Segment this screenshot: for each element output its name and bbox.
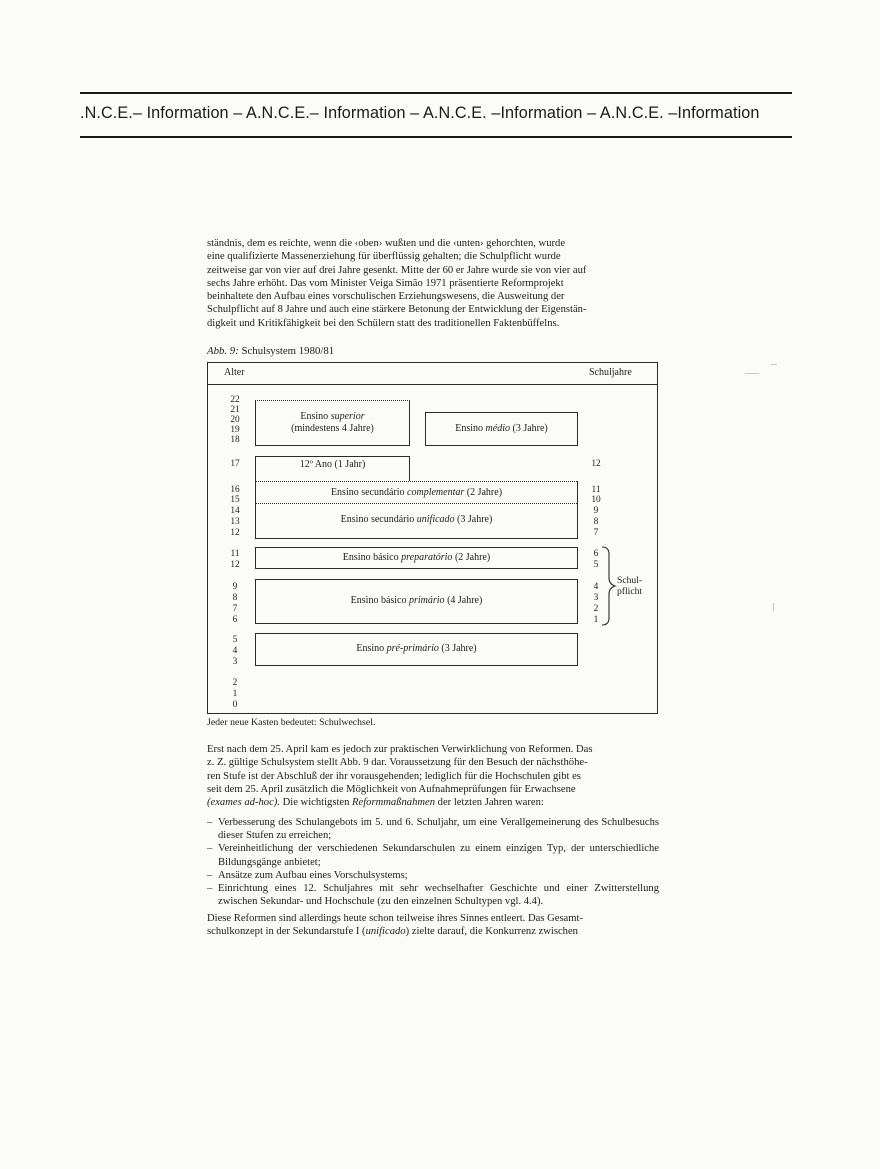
age-label: 2 bbox=[232, 678, 238, 688]
list-item bbox=[207, 882, 659, 908]
age-label: 14 bbox=[230, 506, 240, 516]
age-label: 12 bbox=[230, 528, 240, 538]
label-ensino-unificado bbox=[255, 514, 578, 526]
list-dash: – bbox=[207, 869, 213, 881]
age-label: 20 bbox=[230, 415, 240, 425]
list-item bbox=[207, 816, 659, 842]
label-12-ano: 12º Ano (1 Jahr) bbox=[299, 459, 366, 470]
preparatorio-text-b: preparatório bbox=[401, 552, 453, 563]
age-label: 9 bbox=[232, 582, 238, 592]
paragraph-2-line: z. Z. gültige Schulsystem stellt Abb. 9 dar. Voraussetzung für den Besuch der nächsthöhe- bbox=[207, 757, 588, 769]
complementar-text-b: complementar bbox=[407, 487, 465, 498]
list-item-text: Einrichtung eines 12. Schuljahres mit sehr wechselhafter Geschichte und einer Zwitterstellung zwischen Sekundar- und Hochschule (zu den einzelnen Schultypen vgl. 4.4). bbox=[218, 883, 659, 908]
paragraph-3 bbox=[207, 912, 659, 939]
unificado-text-c: (3 Jahre) bbox=[454, 514, 493, 525]
reform-list bbox=[207, 816, 659, 908]
age-label: 1 bbox=[232, 689, 238, 699]
reformmassnahmen: Reformmaßnahmen bbox=[352, 797, 436, 809]
exames-ad-hoc: (exames ad-hoc). bbox=[207, 797, 280, 809]
age-label: 12 bbox=[230, 560, 240, 570]
label-ensino-preprimario bbox=[255, 643, 578, 655]
figure-footnote: Jeder neue Kasten bedeutet: Schulwechsel. bbox=[207, 717, 376, 728]
primario-text-c: (4 Jahre) bbox=[444, 595, 483, 606]
label-ensino-preparatorio bbox=[255, 552, 578, 564]
school-year-label: 1 bbox=[593, 615, 599, 625]
preparatorio-text-c: (2 Jahre) bbox=[452, 552, 491, 563]
label-ensino-superior bbox=[255, 411, 410, 435]
school-year-label: 6 bbox=[593, 549, 599, 559]
list-dash: – bbox=[207, 843, 213, 855]
primario-text-a: Ensino básico bbox=[350, 595, 409, 606]
medio-text-b: médio bbox=[485, 423, 510, 434]
paragraph-2-line: Erst nach dem 25. April kam es jedoch zur praktischen Verwirklichung von Reformen. Das bbox=[207, 744, 593, 755]
paragraph-2-line: ren Stufe ist der Abschluß der ihr vorausgehenden; lediglich für die Hochschulen gibt es bbox=[207, 770, 581, 782]
preprimario-text-c: (3 Jahre) bbox=[438, 643, 477, 654]
paragraph-3-text: schulkonzept in der Sekundarstufe I ( bbox=[207, 926, 366, 938]
list-item bbox=[207, 842, 659, 868]
complementar-text-c: (2 Jahre) bbox=[464, 487, 503, 498]
scan-speck bbox=[771, 364, 777, 365]
age-label: 4 bbox=[232, 646, 238, 656]
label-ensino-complementar bbox=[255, 487, 578, 499]
list-item-text: Ansätze zum Aufbau eines Vorschulsystems; bbox=[218, 869, 408, 881]
paragraph-3-text: ) zielte darauf, die Konkurrenz zwischen bbox=[405, 926, 578, 938]
school-year-label: 12 bbox=[591, 459, 601, 469]
paragraph-1 bbox=[207, 237, 659, 330]
age-label: 8 bbox=[232, 593, 238, 603]
age-label: 6 bbox=[232, 615, 238, 625]
figure-caption-title: Schulsystem 1980/81 bbox=[241, 345, 335, 357]
school-year-label: 4 bbox=[593, 582, 599, 592]
age-label: 13 bbox=[230, 517, 240, 527]
preparatorio-text-a: Ensino básico bbox=[342, 552, 402, 563]
preprimario-text-b: pré-primário bbox=[386, 643, 439, 654]
paragraph-1-line: Schulpflicht auf 8 Jahre und auch eine stärkere Betonung der Entwicklung der Eigenstän- bbox=[207, 304, 587, 316]
age-label: 17 bbox=[230, 459, 240, 469]
paragraph-2 bbox=[207, 743, 659, 809]
superior-text-c: (mindestens 4 Jahre) bbox=[291, 423, 374, 434]
paragraph-2-text: Die wichtigsten bbox=[279, 797, 353, 809]
age-label: 3 bbox=[232, 657, 238, 667]
primario-text-b: primário bbox=[409, 595, 445, 606]
label-ensino-medio bbox=[425, 423, 578, 435]
unificado-text-b: unificado bbox=[416, 514, 455, 525]
school-year-label: 2 bbox=[593, 604, 599, 614]
paragraph-1-line: sechs Jahre erhöht. Das vom Minister Veiga Simão 1971 präsentierte Reformprojekt bbox=[207, 277, 564, 289]
scan-speck bbox=[745, 373, 759, 374]
paragraph-1-line: beinhaltete den Aufbau eines vorschulischen Erziehungswesens, die Ausweitung der bbox=[207, 291, 565, 303]
scan-speck bbox=[773, 603, 774, 611]
paragraph-3-line: Diese Reformen sind allerdings heute schon teilweise ihres Sinnes entleert. Das Gesamt- bbox=[207, 913, 583, 924]
schulpflicht-brace-icon bbox=[600, 546, 618, 626]
header-banner: .N.C.E.– Information – A.N.C.E.– Information – A.N.C.E. –Information – A.N.C.E. –Information bbox=[80, 104, 760, 122]
list-item bbox=[207, 869, 659, 882]
list-item-text: Verbesserung des Schulangebots im 5. und 6. Schuljahr, um eine Verallgemeinerung des Schulbesuchs dieser Stufen zu erreichen; bbox=[218, 817, 659, 842]
list-dash: – bbox=[207, 883, 213, 895]
preprimario-text-a: Ensino bbox=[356, 643, 387, 654]
diagram-header-schooljahre: Schuljahre bbox=[589, 367, 632, 378]
diagram-header-age: Alter bbox=[224, 367, 245, 378]
age-label: 7 bbox=[232, 604, 238, 614]
label-ensino-primario bbox=[255, 595, 578, 607]
paragraph-3-line bbox=[207, 925, 659, 938]
age-label: 19 bbox=[230, 425, 240, 435]
school-year-label: 7 bbox=[593, 528, 599, 538]
superior-text-a: Ensino bbox=[300, 411, 331, 422]
school-year-label: 3 bbox=[593, 593, 599, 603]
schulpflicht-text-2: pflicht bbox=[617, 585, 643, 597]
superior-text-b: superior bbox=[330, 411, 365, 422]
list-dash: – bbox=[207, 817, 213, 828]
paragraph-1-line: eine qualifizierte Massenerziehung für überflüssig gehalten; die Schulpflicht wurde bbox=[207, 251, 561, 263]
medio-text-a: Ensino bbox=[455, 423, 486, 434]
age-label: 16 bbox=[230, 485, 240, 495]
age-label: 18 bbox=[230, 435, 240, 445]
school-system-diagram bbox=[207, 362, 658, 714]
school-year-label: 11 bbox=[591, 485, 601, 495]
age-label: 21 bbox=[230, 405, 240, 415]
age-label: 11 bbox=[230, 549, 240, 559]
figure-caption bbox=[207, 345, 334, 357]
age-label: 15 bbox=[230, 495, 240, 505]
diagram-header-rule bbox=[208, 384, 657, 385]
age-label: 5 bbox=[232, 635, 238, 645]
schulpflicht-label bbox=[617, 576, 642, 597]
unificado-term: unificado bbox=[365, 926, 406, 938]
age-label: 0 bbox=[232, 700, 238, 710]
paragraph-1-line: zeitweise gar von vier auf drei Jahre gesenkt. Mitte der 60 er Jahre wurde sie von vier auf bbox=[207, 264, 587, 276]
header-rule-top bbox=[80, 92, 792, 94]
school-year-label: 5 bbox=[593, 560, 599, 570]
school-year-label: 10 bbox=[591, 495, 601, 505]
list-item-text: Vereinheitlichung der verschiedenen Sekundarschulen zu einem einzigen Typ, der unterschiedliche Bildungsgänge anbietet; bbox=[218, 843, 659, 868]
complementar-text-a: Ensino secundário bbox=[330, 487, 408, 498]
paragraph-2-line bbox=[207, 796, 659, 809]
paragraph-2-line: seit dem 25. April zusätzlich die Möglichkeit von Aufnahmeprüfungen für Erwachsene bbox=[207, 783, 576, 795]
header-rule-bottom bbox=[80, 136, 792, 138]
figure-caption-label: Abb. 9: bbox=[207, 345, 239, 357]
medio-text-c: (3 Jahre) bbox=[509, 423, 548, 434]
paragraph-2-text: der letzten Jahren waren: bbox=[435, 797, 544, 809]
paragraph-1-line: ständnis, dem es reichte, wenn die ‹oben› wußten und die ‹unten› gehorchten, wurde bbox=[207, 238, 566, 249]
age-label: 22 bbox=[230, 395, 240, 405]
school-year-label: 8 bbox=[593, 517, 599, 527]
school-year-label: 9 bbox=[593, 506, 599, 516]
schulpflicht-text-1: Schul- bbox=[617, 575, 643, 586]
paragraph-1-line: digkeit und Kritikfähigkeit bei den Schülern statt des traditionellen Faktenbüffelns. bbox=[207, 317, 560, 329]
unificado-text-a: Ensino secundário bbox=[340, 514, 417, 525]
